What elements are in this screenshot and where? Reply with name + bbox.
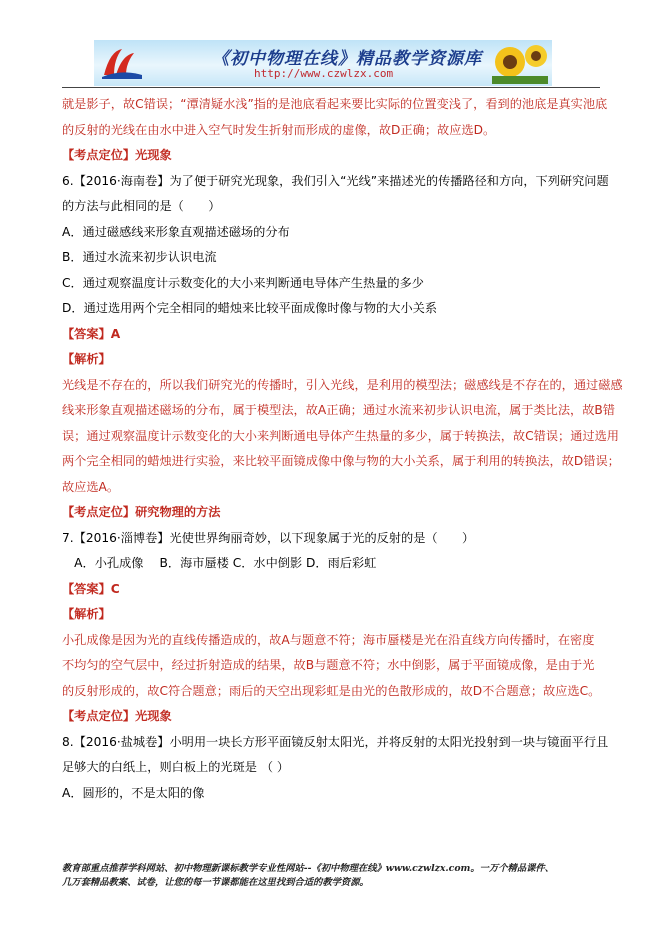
text-line: 光线是不存在的，所以我们研究光的传播时，引入光线，是利用的模型法；磁感线是不存在的，通过磁感 [62,377,623,392]
site-logo-icon [100,45,144,81]
text-line: 两个完全相同的蜡烛进行实验，来比较平面镜成像中像与物的大小关系，属于利用的转换法，故D错误； [62,454,620,468]
text-line: 【答案】C [62,581,120,596]
text-line: 8.【2016·盐城卷】小明用一块长方形平面镜反射太阳光，并将反射的太阳光投射到一块与镜面平行且 [62,734,609,749]
header-banner [94,40,552,86]
text-line: 的方法与此相同的是（ ） [62,199,221,213]
text-line: 就是影子，故C错误；“潭清疑水浅”指的是池底看起来要比实际的位置变浅了，看到的池底是真实池底 [62,97,608,111]
header-divider [62,87,600,88]
text-line: 6.【2016·海南卷】为了便于研究光现象，我们引入“光线”来描述光的传播路径和方向，下列研究问题 [62,173,609,188]
text-line: 【考点定位】研究物理的方法 [62,505,221,519]
footer-line-1: 教育部重点推荐学科网站、初中物理新课标教学专业性网站--《初中物理在线》www.czwlzx.com。一万个精品课件、 [62,863,555,874]
document-body [62,92,623,806]
text-line: 故应选A。 [62,479,120,494]
text-line: 【答案】A [62,326,121,341]
banner-title: 《初中物理在线》精品教学资源库 [212,49,482,69]
text-line: 的反射的光线在由水中进入空气时发生折射而形成的虚像，故D正确；故应选D。 [62,122,496,137]
text-line: 7.【2016·淄博卷】光使世界绚丽奇妙，以下现象属于光的反射的是（ ） [62,530,475,545]
text-line: 线来形象直观描述磁场的分布，属于模型法，故A正确；通过水流来初步认识电流，属于类比法，故B错 [62,403,615,417]
text-line: 【考点定位】光现象 [62,709,172,723]
footer-line-2: 几万套精品教案、试卷，让您的每一节课都能在这里找到合适的教学资源。 [62,877,369,888]
banner-url[interactable]: http://www.czwlzx.com [254,67,394,80]
text-line: 误；通过观察温度计示数变化的大小来判断通电导体产生热量的多少，属于转换法，故C错误；通过选用 [62,428,619,443]
text-line: 的反射形成的，故C符合题意；雨后的天空出现彩虹是由光的色散形成的，故D不合题意；故应选C。 [62,683,601,698]
sunflower-icon [492,42,548,84]
text-line: A．圆形的，不是太阳的像 [62,785,205,800]
text-line: 【考点定位】光现象 [62,148,172,162]
text-line: 不均匀的空气层中，经过折射造成的结果，故B与题意不符；水中倒影，属于平面镜成像，是由于光 [62,658,595,672]
page-footer [62,862,607,890]
text-line: 足够大的白纸上，则白板上的光斑是 （ ） [62,760,290,774]
text-line: 【解析】 [62,607,111,621]
text-line: B．通过水流来初步认识电流 [62,250,217,264]
text-line: 【解析】 [62,352,111,366]
text-line: 小孔成像是因为光的直线传播造成的，故A与题意不符；海市蜃楼是光在沿直线方向传播时，在密度 [62,632,595,647]
text-line: D．通过选用两个完全相同的蜡烛来比较平面成像时像与物的大小关系 [62,301,438,315]
text-line: A．小孔成像 B．海市蜃楼 C．水中倒影 D．雨后彩虹 [62,556,377,570]
text-line: C．通过观察温度计示数变化的大小来判断通电导体产生热量的多少 [62,275,424,290]
text-line: A．通过磁感线来形象直观描述磁场的分布 [62,224,290,239]
